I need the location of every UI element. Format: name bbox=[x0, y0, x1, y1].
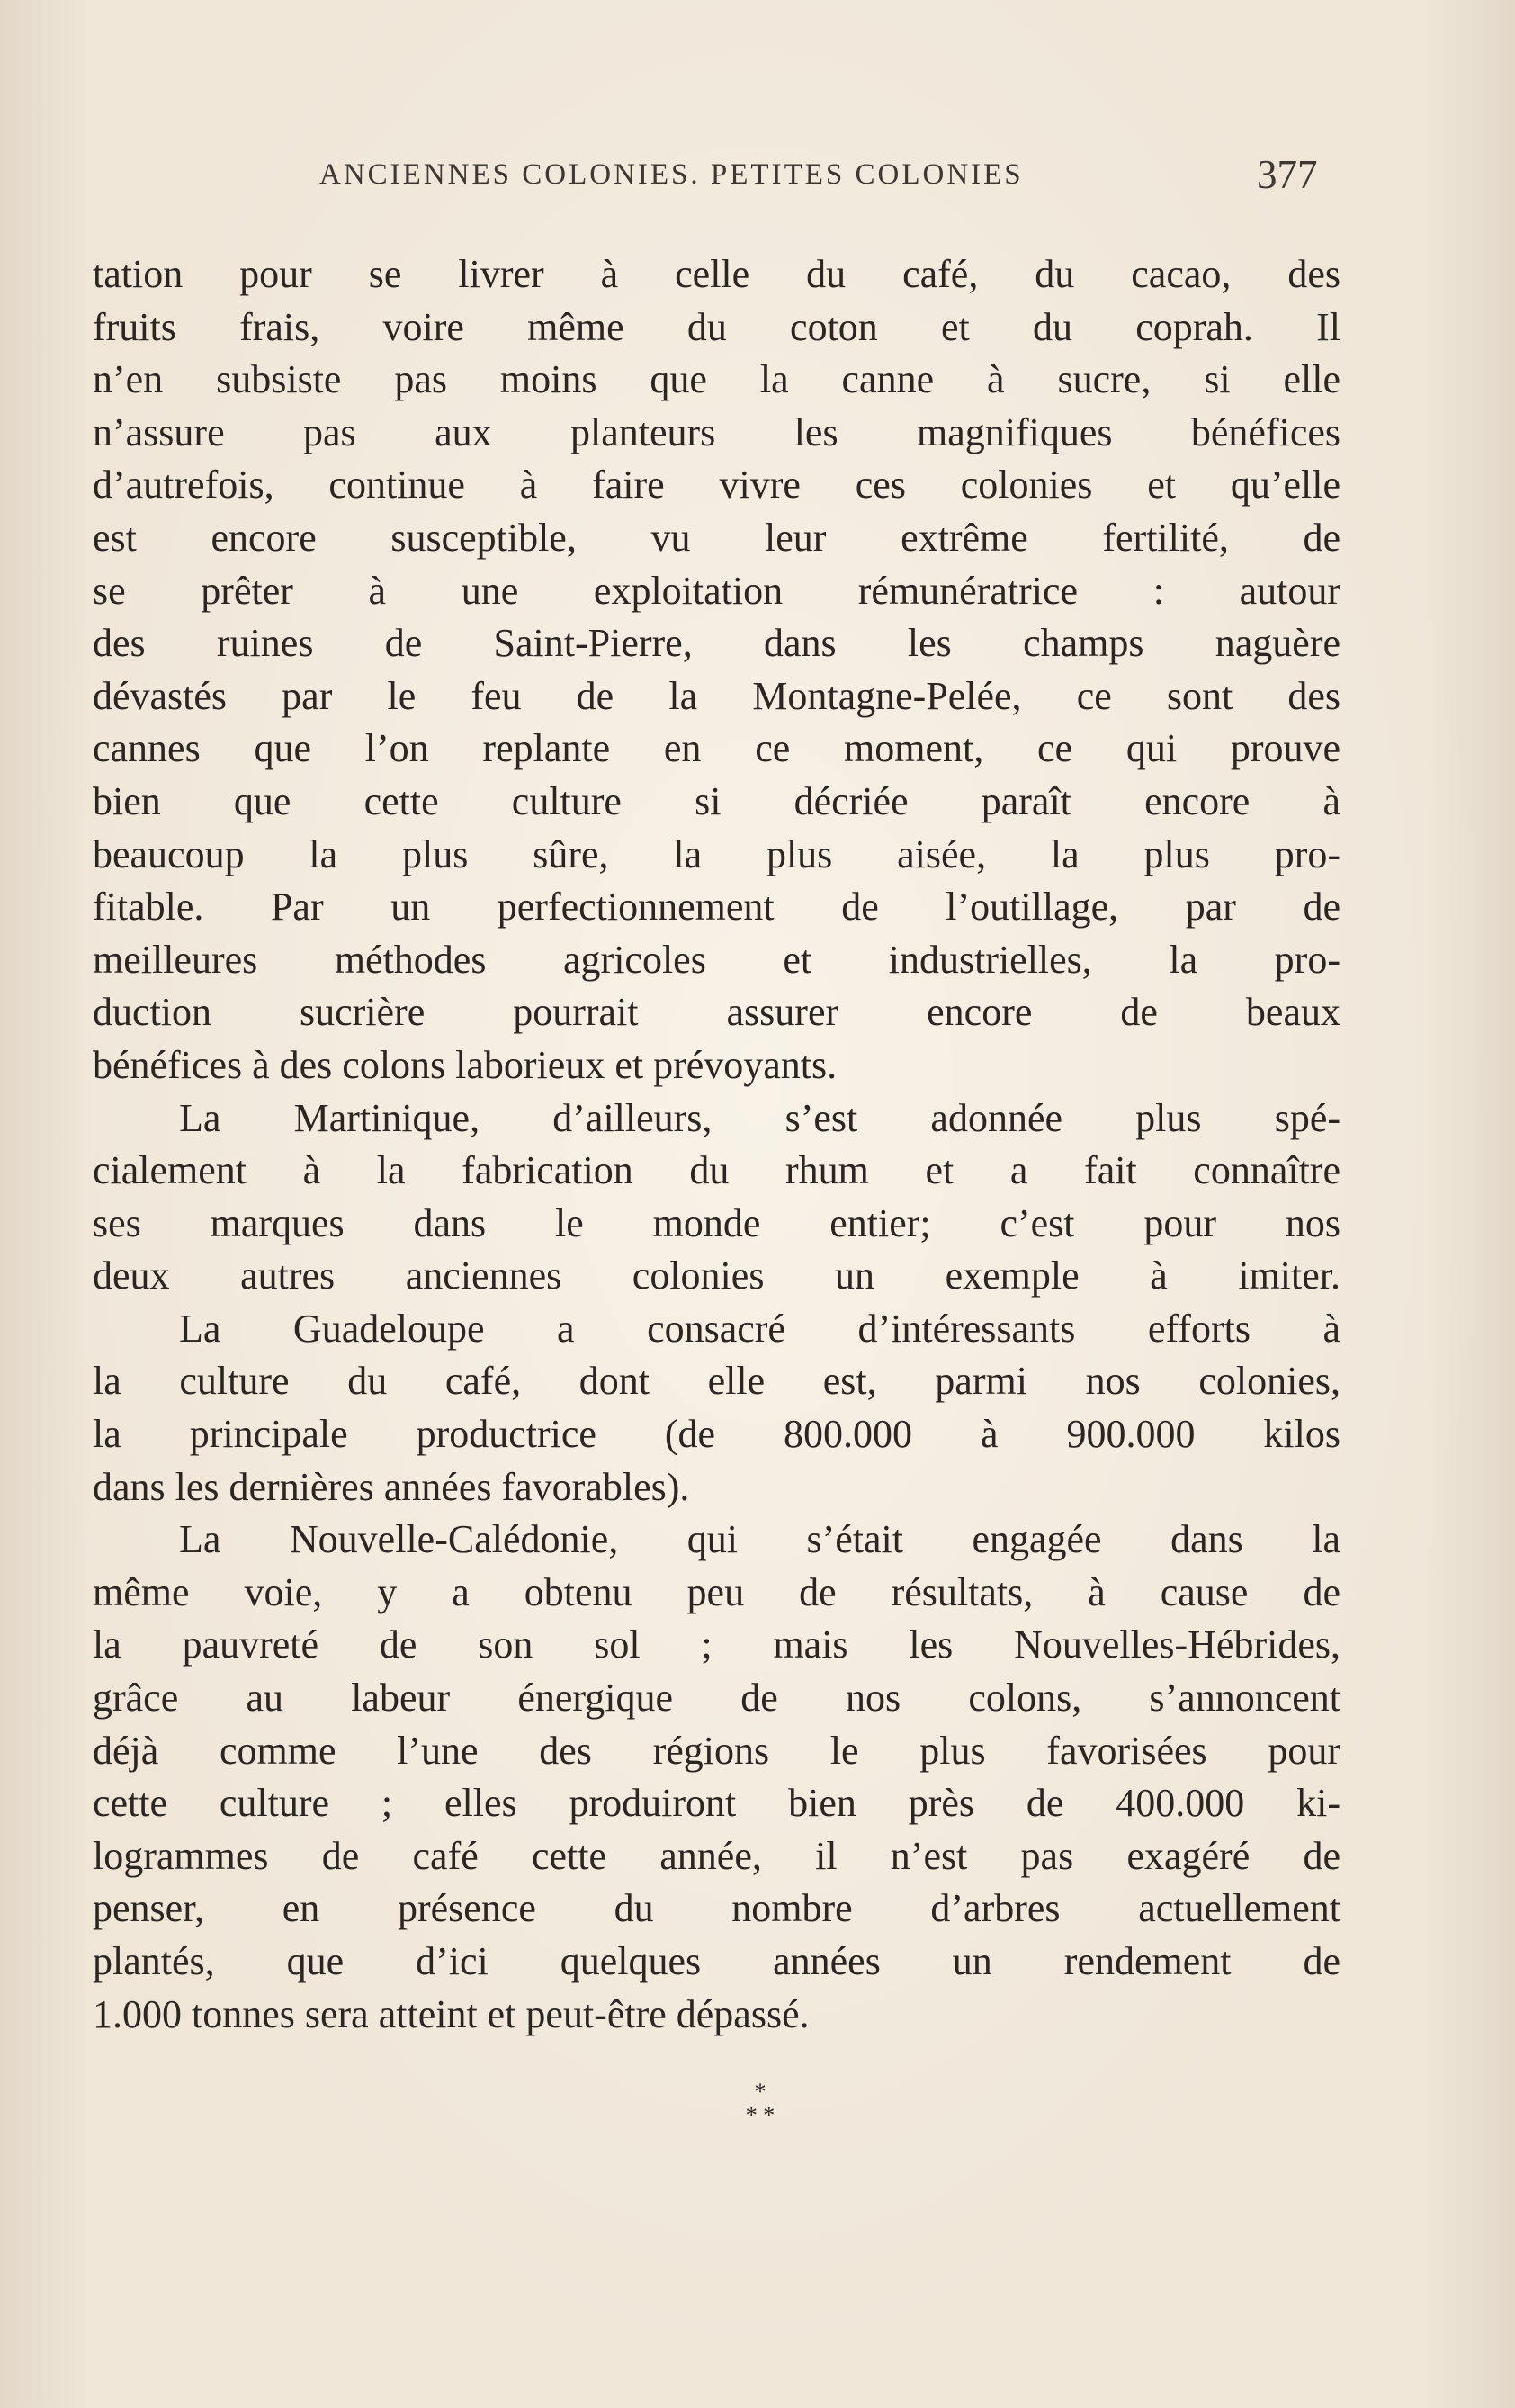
text-line: d’autrefois, continue à faire vivre ces colonies et qu’elle bbox=[93, 463, 1340, 508]
text-line: fitable. Par un perfectionnement de l’outillage, par de bbox=[93, 885, 1340, 930]
text-line: déjà comme l’une des régions le plus favorisées pour bbox=[93, 1728, 1340, 1773]
text-line: même voie, y a obtenu peu de résultats, à cause de bbox=[93, 1569, 1340, 1614]
text-line: 1.000 tonnes sera atteint et peut-être dépassé. bbox=[93, 1991, 810, 2036]
text-line: La Guadeloupe a consacré d’intéressants efforts à bbox=[179, 1306, 1340, 1351]
text-line: cannes que l’on replante en ce moment, ce qui prouve bbox=[93, 726, 1340, 771]
text-line: bien que cette culture si décriée paraît encore à bbox=[93, 778, 1340, 823]
section-asterism bbox=[720, 2080, 801, 2127]
running-head: ANCIENNES COLONIES. PETITES COLONIES bbox=[319, 158, 1024, 191]
text-line: meilleures méthodes agricoles et industrielles, la pro- bbox=[93, 937, 1340, 982]
text-line: bénéfices à des colons laborieux et prévoyants. bbox=[93, 1042, 838, 1087]
text-line: dévastés par le feu de la Montagne-Pelée, ce sont des bbox=[93, 673, 1340, 718]
text-line: logrammes de café cette année, il n’est pas exagéré de bbox=[93, 1833, 1340, 1878]
text-line: La Martinique, d’ailleurs, s’est adonnée plus spé- bbox=[179, 1095, 1340, 1140]
text-line: se prêter à une exploitation rémunératrice : autour bbox=[93, 568, 1340, 613]
page-number: 377 bbox=[1257, 152, 1318, 197]
text-line: dans les dernières années favorables). bbox=[93, 1464, 690, 1509]
asterism-bottom: * * bbox=[745, 2102, 775, 2128]
text-line: grâce au labeur énergique de nos colons, s’annoncent bbox=[93, 1676, 1340, 1721]
text-line: n’en subsiste pas moins que la canne à sucre, si elle bbox=[93, 357, 1340, 402]
text-line: cette culture ; elles produiront bien près de 400.000 ki- bbox=[93, 1781, 1340, 1826]
text-line: La Nouvelle-Calédonie, qui s’était engagée dans la bbox=[179, 1517, 1340, 1562]
text-line: duction sucrière pourrait assurer encore de beaux bbox=[93, 990, 1340, 1035]
text-line: fruits frais, voire même du coton et du coprah. Il bbox=[93, 304, 1340, 349]
text-line: est encore susceptible, vu leur extrême fertilité, de bbox=[93, 515, 1340, 560]
text-line: la culture du café, dont elle est, parmi nos colonies, bbox=[93, 1359, 1340, 1404]
text-line: tation pour se livrer à celle du café, du cacao, des bbox=[93, 252, 1340, 296]
text-line: beaucoup la plus sûre, la plus aisée, la plus pro- bbox=[93, 831, 1340, 876]
text-line: la principale productrice (de 800.000 à 900.000 kilos bbox=[93, 1412, 1340, 1457]
text-line: cialement à la fabrication du rhum et a fait connaître bbox=[93, 1148, 1340, 1193]
text-line: n’assure pas aux planteurs les magnifiques bénéfices bbox=[93, 409, 1340, 454]
text-line: la pauvreté de son sol ; mais les Nouvelles-Hébrides, bbox=[93, 1622, 1340, 1667]
text-line: des ruines de Saint-Pierre, dans les champs naguère bbox=[93, 621, 1340, 666]
text-line: deux autres anciennes colonies un exemple à imiter. bbox=[93, 1253, 1340, 1298]
asterism-top: * bbox=[754, 2079, 766, 2105]
text-line: ses marques dans le monde entier; c’est pour nos bbox=[93, 1200, 1340, 1245]
body-text bbox=[93, 248, 1340, 2041]
text-line: penser, en présence du nombre d’arbres actuellement bbox=[93, 1886, 1340, 1931]
text-line: plantés, que d’ici quelques années un rendement de bbox=[93, 1939, 1340, 1983]
